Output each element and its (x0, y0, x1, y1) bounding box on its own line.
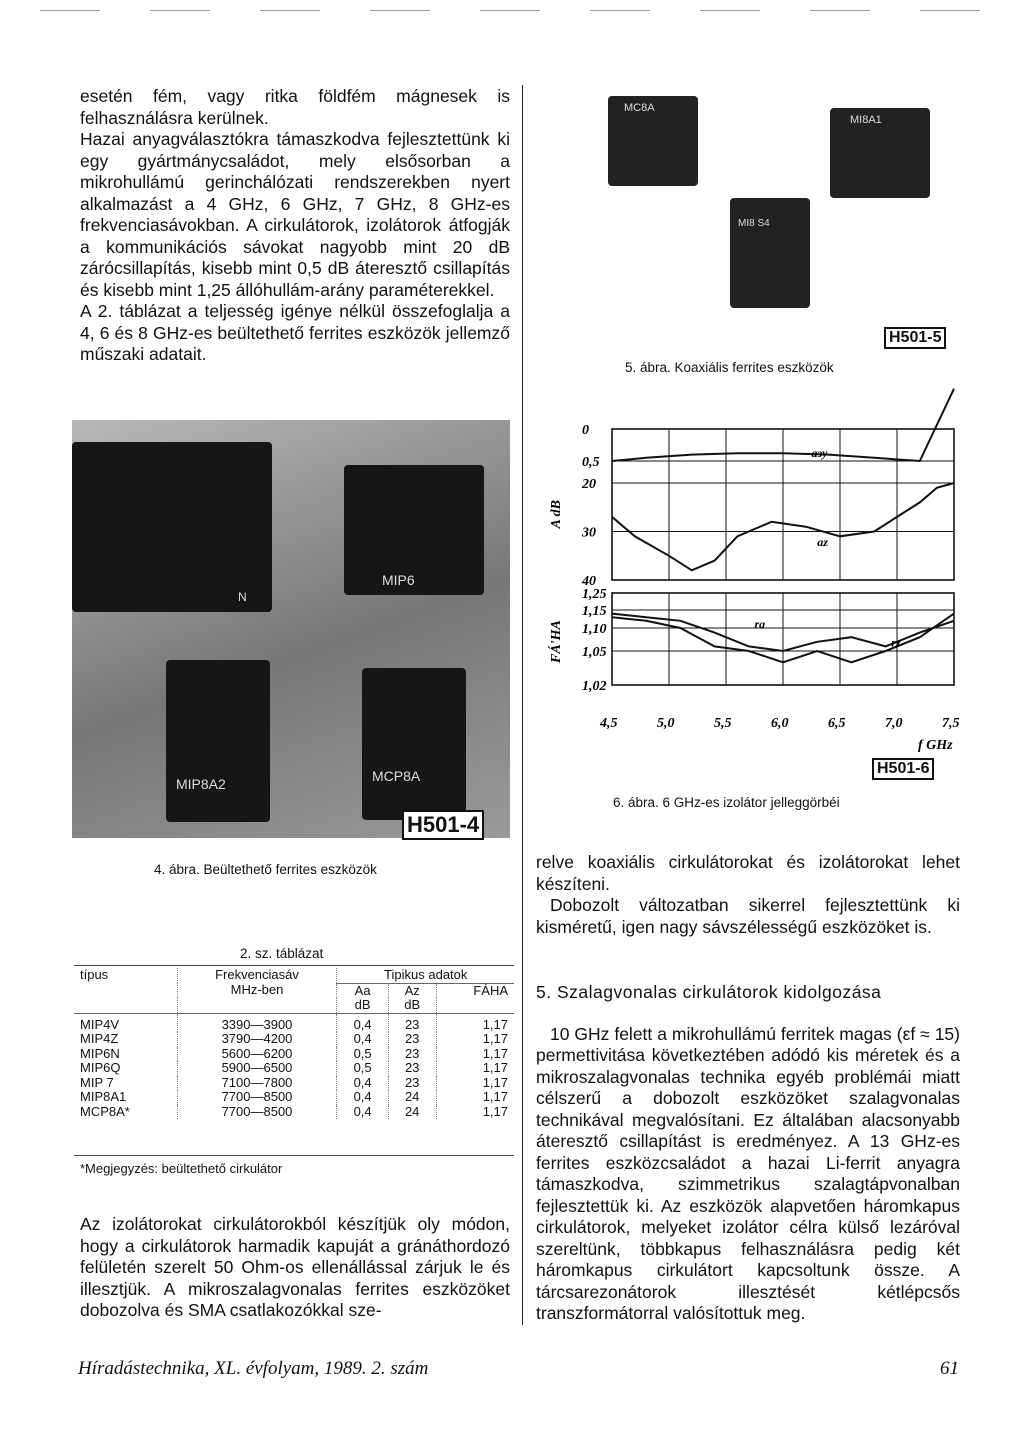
device-mcp8a (362, 668, 466, 820)
table-cell: MIP4Z (80, 1031, 119, 1046)
figure-5-tag: H501-5 (884, 327, 946, 349)
table-2-top-rule (74, 965, 514, 966)
table-cell: MIP4V (80, 1016, 120, 1032)
unit-aa: dB (337, 998, 388, 1013)
device-left-top (72, 442, 272, 612)
right-para-3: 10 GHz felett a mikrohullámú ferritek magas (εf ≈ 15) permettivitása következtében adódó kis méretek és a mikroszalagvonalas technika egyéb problémái miatt célszerű a dobozolt eszközöket szalagvonalas technikával megvalósítani. Ez általában alacsonyabb áteresztő csillapítást is eredményez. A 13 GHz-es ferrites eszközcsaládot a hazai Li-ferrit anyagra támaszkodva, szimmetrikus szalagtápvonalban fejlesztettük ki. Az eszközök alapvetően háromkapus cirkulátorok, melyeket izolátor célra külső lezáróval szereltünk, többkapus felhasználásra pedig két háromkapus cirkulátort kapcsoltunk össze. A tárcsarezonátorok illesztését kétlépcsős transzformátorral valósítottuk meg. (536, 1023, 960, 1323)
y-tick-label: 1,15 (582, 604, 607, 619)
table-cell: 1,17 (436, 1090, 514, 1105)
x-tick-label: 7,5 (942, 716, 960, 731)
device-label-mcp8a: MCP8A (372, 768, 421, 784)
col-aa-header: Aa (337, 983, 388, 998)
right-column (536, 852, 960, 1325)
figure-6-chart (532, 415, 972, 785)
col-freq-header-1: Frekvenciasáv (177, 968, 337, 983)
table-cell: 24 (388, 1090, 436, 1105)
table-cell: 1,17 (436, 1047, 514, 1062)
right-para-1: relve koaxiális cirkulátorokat és izolátorokat lehet készíteni. (536, 852, 960, 894)
figure-6-tag: H501-6 (872, 758, 934, 780)
table-row (74, 1076, 514, 1091)
y-tick-label: 30 (582, 525, 596, 541)
table-2 (74, 968, 514, 1119)
y-tick-label: 1,05 (582, 645, 607, 660)
scan-edge-mark (40, 10, 980, 11)
coax-label-mi8s4: MI8 S4 (738, 218, 770, 229)
table-cell: 0,5 (337, 1047, 388, 1062)
table-cell: MIP6Q (80, 1060, 121, 1075)
series-label-r-a: ra (754, 617, 766, 631)
x-tick-label: 6,5 (828, 716, 846, 731)
table-row (74, 1105, 514, 1120)
table-cell: 1,17 (436, 1105, 514, 1120)
table-cell: 0,4 (337, 1090, 388, 1105)
col-az-header: Az (388, 983, 436, 998)
footer-page-number: 61 (940, 1358, 959, 1379)
series-label-r-z: rz (891, 635, 901, 650)
table-cell: 23 (388, 1076, 436, 1091)
left-para-1: esetén fém, vagy ritka földfém mágnesek is felhasználásra kerülnek. (80, 86, 510, 128)
y-tick-label: 20 (582, 477, 596, 492)
y-axis-label: A dB (549, 500, 564, 529)
table-cell: 23 (388, 1061, 436, 1076)
y-tick-label: 1,25 (582, 587, 607, 602)
device-mip8a2 (166, 660, 270, 822)
x-tick-label: 4,5 (600, 716, 618, 731)
table-cell: 24 (388, 1105, 436, 1120)
table-header-row-1 (74, 968, 514, 983)
y-tick-label: 0,5 (582, 455, 600, 470)
y-tick-label: 1,10 (582, 622, 607, 637)
table-cell: 5600—6200 (177, 1047, 337, 1062)
table-cell: 7700—8500 (177, 1090, 337, 1105)
section-5-heading: 5. Szalagvonalas cirkulátorok kidolgozása (536, 982, 882, 1002)
series-label-a-zu: aзу (811, 446, 828, 460)
table-cell: 1,17 (436, 1032, 514, 1047)
y-tick-label: 1,02 (582, 679, 607, 694)
table-cell: MIP8A1 (80, 1089, 127, 1104)
table-cell: 0,4 (337, 1032, 388, 1047)
table-cell: 0,4 (337, 1076, 388, 1091)
left-para-2: Hazai anyagválasztókra támaszkodva fejlesztettünk ki egy gyártmánycsaládot, mely elsősorban a mikrohullámú gerinchálózati rendszerekben nyert alkalmazást a 4 GHz, 6 GHz, 7 GHz, 8 GHz-es frekvenciasávokban. A cirkulátorok, izolátorok átfogják a kommunikációs sávokat nagyobb mint 20 dB zárócsillapítás, kisebb mint 0,5 dB áteresztő csillapítás és kisebb mint 1,25 állóhullám-arány paraméterekkel. (80, 129, 510, 300)
table-cell: 3390—3900 (177, 1013, 337, 1032)
table-row (74, 1061, 514, 1076)
left-para-3: A 2. táblázat a teljesség igénye nélkül összefoglalja a 4, 6 és 8 GHz-es beültethető ferrites eszközök jellemző műszaki adatait. (80, 301, 510, 364)
coax-label-mi8a1: MI8A1 (850, 114, 882, 126)
table-2-note: *Megjegyzés: beültethető cirkulátor (80, 1161, 283, 1176)
figure-5-photo (580, 88, 960, 338)
device-label-n: N (238, 590, 247, 604)
x-tick-label: 5,0 (657, 716, 675, 731)
unit-az: dB (388, 998, 436, 1013)
x-axis-label: f GHz (918, 738, 953, 753)
y-tick-label: 40 (582, 574, 596, 589)
left-column-bottom (80, 1214, 510, 1322)
y-axis-label: FÁ'HA (549, 620, 564, 663)
table-header-row-2 (74, 983, 514, 998)
table-cell: 0,4 (337, 1013, 388, 1032)
figure-4-caption: 4. ábra. Beültethető ferrites eszközök (154, 862, 377, 877)
col-type-header: típus (80, 967, 109, 982)
x-tick-label: 5,5 (714, 716, 732, 731)
table-cell: 23 (388, 1047, 436, 1062)
table-2-body (74, 1013, 514, 1119)
table-cell: MIP 7 (80, 1074, 114, 1090)
table-header-row-3 (74, 998, 514, 1013)
table-cell: 1,17 (436, 1013, 514, 1032)
device-label-mip6: MIP6 (382, 572, 415, 588)
device-label-mip8a2: MIP8A2 (176, 776, 226, 792)
column-divider (522, 85, 523, 1325)
table-cell: 1,17 (436, 1076, 514, 1091)
table-cell: MIP6N (80, 1045, 120, 1061)
table-cell: 7700—8500 (177, 1105, 337, 1120)
col-faha-header: FÁHA (436, 983, 514, 998)
table-row (74, 1032, 514, 1047)
left-column-top (80, 86, 510, 366)
coax-device-mi8s4 (730, 198, 810, 308)
left-bottom-para: Az izolátorokat cirkulátorokból készítjük oly módon, hogy a cirkulátorok harmadik kapuját a gránáthordozó felületén szerelt 50 Ohm-os ellenállással zárjuk le és illesztjük. A mikroszalagvonalas ferrites eszközöket dobozolva és SMA csatlakozókkal sze- (80, 1214, 510, 1320)
x-tick-label: 6,0 (771, 716, 789, 731)
table-cell: 7100—7800 (177, 1076, 337, 1091)
table-row (74, 1090, 514, 1105)
figure-6-caption: 6. ábra. 6 GHz-es izolátor jelleggörbéi (613, 795, 840, 810)
col-freq-header-2: MHz-ben (177, 983, 337, 998)
y-tick-label: 0 (582, 423, 589, 438)
table-cell: 1,17 (436, 1061, 514, 1076)
table-2-bottom-rule (74, 1155, 514, 1156)
table-cell: 5900—6500 (177, 1061, 337, 1076)
figure-5-caption: 5. ábra. Koaxiális ferrites eszközök (625, 360, 834, 375)
footer-journal: Híradástechnika, XL. évfolyam, 1989. 2. szám (78, 1358, 429, 1379)
right-para-2: Dobozolt változatban sikerrel fejlesztettünk ki kisméretű, igen nagy sávszélességű eszközöket is. (536, 895, 960, 937)
table-row (74, 1047, 514, 1062)
table-cell: 23 (388, 1013, 436, 1032)
table-2-title: 2. sz. táblázat (240, 946, 324, 961)
table-cell: 0,4 (337, 1105, 388, 1120)
coax-label-mc8a: MC8A (624, 102, 655, 114)
x-tick-label: 7,0 (885, 716, 903, 731)
table-cell: MCP8A* (80, 1103, 130, 1119)
figure-4-photo (72, 420, 510, 838)
table-cell: 23 (388, 1032, 436, 1047)
table-cell: 0,5 (337, 1061, 388, 1076)
figure-4-tag: H501-4 (402, 810, 484, 840)
series-label-a-z: az (817, 535, 828, 550)
table-row (74, 1013, 514, 1032)
table-cell: 3790—4200 (177, 1032, 337, 1047)
col-group-header: Tipikus adatok (337, 968, 514, 983)
